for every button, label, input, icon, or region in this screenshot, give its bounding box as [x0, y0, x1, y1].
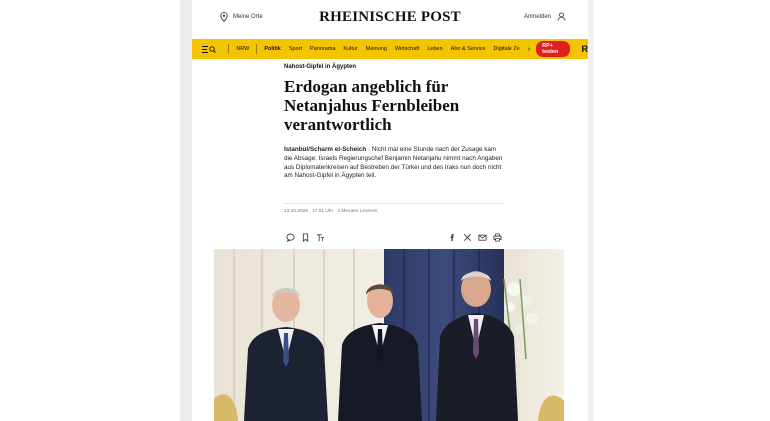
facebook-icon[interactable]: [448, 233, 457, 242]
top-bar: [192, 0, 588, 38]
right-margin: [588, 0, 594, 421]
user-icon: [557, 12, 566, 21]
mail-icon[interactable]: [478, 233, 487, 242]
menu-search-button[interactable]: [192, 39, 225, 59]
page: [192, 0, 588, 421]
divider: [284, 203, 504, 204]
nav-item-sport[interactable]: Sport: [288, 46, 303, 52]
article-kicker[interactable]: Nahost-Gipfel in Ägypten: [284, 64, 356, 70]
article-actions: [284, 233, 504, 243]
nav-items: [232, 39, 588, 59]
lead-text: · Nicht mal eine Stunde nach der Zusage kam die Absage: Israels Regierungschef Benjamin Netanjahu nimmt nach Angaben aus Diplomatenkreisen auf Bestreben der Türkei und des Iraks nun doch nicht am Nahost-Gipfel in Ägypten teil.: [284, 146, 503, 180]
nav-more-arrow[interactable]: ›: [527, 45, 531, 53]
bookmark-icon[interactable]: [301, 233, 310, 242]
lead-dateline: Istanbul/Scharm el-Scheich: [284, 146, 367, 153]
login-link[interactable]: [524, 12, 566, 21]
comment-icon[interactable]: [286, 233, 295, 242]
nav-item-digitale[interactable]: Digitale Ze: [493, 46, 520, 52]
nav-item-wirtschaft[interactable]: Wirtschaft: [394, 46, 420, 52]
article-headline: Erdogan angeblich für Netanjahus Fernbleiben verantwortlich: [284, 77, 460, 134]
x-icon[interactable]: [463, 233, 472, 242]
article-photo: [214, 249, 564, 421]
nav-item-kultur[interactable]: Kultur: [343, 46, 358, 52]
article-lead: [284, 146, 504, 181]
actions-left: [286, 233, 325, 242]
login-label: Anmelden: [523, 13, 551, 20]
nav-separator: [228, 44, 229, 54]
menu-icon: [201, 45, 217, 54]
rp-brand-icon[interactable]: R: [581, 44, 588, 54]
print-icon[interactable]: [493, 233, 502, 242]
article-meta: 13.10.2025 , 17:01 Uhr · 3 Minuten Lesezeit: [284, 209, 378, 215]
nav-item-nrw[interactable]: NRW: [236, 46, 250, 52]
nav-item-meinung[interactable]: Meinung: [365, 46, 387, 52]
left-margin: [180, 0, 192, 421]
article-header: [284, 60, 504, 214]
location-label: Meine Orte: [233, 14, 263, 20]
nav-item-panorama[interactable]: Panorama: [310, 46, 336, 52]
nav-item-leben[interactable]: Leben: [427, 46, 443, 52]
nav-item-abo-service[interactable]: Abo & Service: [450, 46, 486, 52]
nav-separator: [256, 44, 257, 54]
main-nav: [192, 39, 588, 59]
rp-plus-test-button[interactable]: RP+ testen: [536, 41, 569, 57]
site-logo[interactable]: RHEINISCHE POST: [319, 9, 461, 25]
share-actions: [448, 233, 502, 242]
nav-item-politik[interactable]: Politik: [264, 46, 281, 52]
text-size-icon[interactable]: [316, 233, 325, 242]
